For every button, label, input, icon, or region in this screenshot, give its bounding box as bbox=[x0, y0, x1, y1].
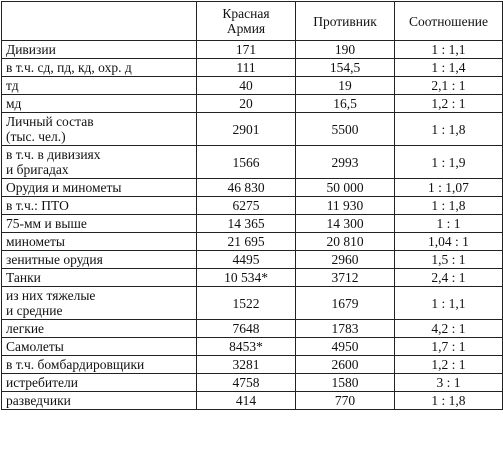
red-army-value: 20 bbox=[197, 95, 296, 113]
table-row bbox=[2, 113, 503, 146]
table-row bbox=[2, 41, 503, 59]
enemy-value: 5500 bbox=[296, 113, 395, 146]
header-cell-red-army: Красная Армия bbox=[197, 2, 296, 41]
enemy-value: 3712 bbox=[296, 269, 395, 287]
ratio-value: 1,5 : 1 bbox=[395, 251, 503, 269]
ratio-value: 1,7 : 1 bbox=[395, 338, 503, 356]
red-army-value: 1522 bbox=[197, 287, 296, 320]
table-row bbox=[2, 320, 503, 338]
ratio-value: 1 : 1,1 bbox=[395, 41, 503, 59]
enemy-value: 50 000 bbox=[296, 179, 395, 197]
ratio-value: 1,2 : 1 bbox=[395, 356, 503, 374]
red-army-value: 14 365 bbox=[197, 215, 296, 233]
enemy-value: 2600 bbox=[296, 356, 395, 374]
row-label: в т.ч.: ПТО bbox=[2, 197, 197, 215]
table-row bbox=[2, 95, 503, 113]
red-army-value: 21 695 bbox=[197, 233, 296, 251]
row-label: разведчики bbox=[2, 392, 197, 410]
header-cell-enemy: Противник bbox=[296, 2, 395, 41]
ratio-value: 4,2 : 1 bbox=[395, 320, 503, 338]
table-row bbox=[2, 356, 503, 374]
ratio-value: 1 : 1,9 bbox=[395, 146, 503, 179]
red-army-value: 4758 bbox=[197, 374, 296, 392]
row-label: зенитные орудия bbox=[2, 251, 197, 269]
row-label: 75-мм и выше bbox=[2, 215, 197, 233]
enemy-value: 2960 bbox=[296, 251, 395, 269]
row-label: минометы bbox=[2, 233, 197, 251]
enemy-value: 16,5 bbox=[296, 95, 395, 113]
ratio-value: 1 : 1,4 bbox=[395, 59, 503, 77]
enemy-value: 14 300 bbox=[296, 215, 395, 233]
table-row bbox=[2, 338, 503, 356]
forces-comparison-table bbox=[1, 1, 503, 410]
row-label: в т.ч. сд, пд, кд, охр. д bbox=[2, 59, 197, 77]
enemy-value: 19 bbox=[296, 77, 395, 95]
red-army-value: 414 bbox=[197, 392, 296, 410]
row-label: легкие bbox=[2, 320, 197, 338]
table-row bbox=[2, 287, 503, 320]
table-row bbox=[2, 233, 503, 251]
ratio-value: 1 : 1 bbox=[395, 215, 503, 233]
ratio-value: 1 : 1,8 bbox=[395, 113, 503, 146]
row-label: из них тяжелые и средние bbox=[2, 287, 197, 320]
enemy-value: 20 810 bbox=[296, 233, 395, 251]
table-row bbox=[2, 215, 503, 233]
red-army-value: 1566 bbox=[197, 146, 296, 179]
red-army-value: 3281 bbox=[197, 356, 296, 374]
row-label: в т.ч. бомбардировщики bbox=[2, 356, 197, 374]
table-row bbox=[2, 197, 503, 215]
enemy-value: 11 930 bbox=[296, 197, 395, 215]
red-army-value: 6275 bbox=[197, 197, 296, 215]
red-army-value: 4495 bbox=[197, 251, 296, 269]
enemy-value: 190 bbox=[296, 41, 395, 59]
table-row bbox=[2, 269, 503, 287]
row-label: Самолеты bbox=[2, 338, 197, 356]
red-army-value: 171 bbox=[197, 41, 296, 59]
enemy-value: 1783 bbox=[296, 320, 395, 338]
table-row bbox=[2, 374, 503, 392]
ratio-value: 1,2 : 1 bbox=[395, 95, 503, 113]
ratio-value: 1 : 1,07 bbox=[395, 179, 503, 197]
row-label: Орудия и минометы bbox=[2, 179, 197, 197]
table-row bbox=[2, 77, 503, 95]
ratio-value: 1,04 : 1 bbox=[395, 233, 503, 251]
row-label: Дивизии bbox=[2, 41, 197, 59]
table-row bbox=[2, 251, 503, 269]
row-label: в т.ч. в дивизиях и бригадах bbox=[2, 146, 197, 179]
red-army-value: 10 534* bbox=[197, 269, 296, 287]
red-army-value: 2901 bbox=[197, 113, 296, 146]
header-row bbox=[2, 2, 503, 41]
ratio-value: 3 : 1 bbox=[395, 374, 503, 392]
enemy-value: 1580 bbox=[296, 374, 395, 392]
red-army-value: 40 bbox=[197, 77, 296, 95]
enemy-value: 1679 bbox=[296, 287, 395, 320]
row-label: мд bbox=[2, 95, 197, 113]
row-label: Личный состав (тыс. чел.) bbox=[2, 113, 197, 146]
enemy-value: 154,5 bbox=[296, 59, 395, 77]
red-army-value: 46 830 bbox=[197, 179, 296, 197]
table-row bbox=[2, 59, 503, 77]
red-army-value: 7648 bbox=[197, 320, 296, 338]
enemy-value: 4950 bbox=[296, 338, 395, 356]
ratio-value: 2,4 : 1 bbox=[395, 269, 503, 287]
header-cell-category bbox=[2, 2, 197, 41]
table-body bbox=[2, 41, 503, 410]
ratio-value: 1 : 1,8 bbox=[395, 392, 503, 410]
table-row bbox=[2, 146, 503, 179]
row-label: Танки bbox=[2, 269, 197, 287]
red-army-value: 8453* bbox=[197, 338, 296, 356]
ratio-value: 1 : 1,1 bbox=[395, 287, 503, 320]
red-army-value: 111 bbox=[197, 59, 296, 77]
header-cell-ratio: Соотношение bbox=[395, 2, 503, 41]
enemy-value: 770 bbox=[296, 392, 395, 410]
table-row bbox=[2, 392, 503, 410]
ratio-value: 2,1 : 1 bbox=[395, 77, 503, 95]
row-label: тд bbox=[2, 77, 197, 95]
ratio-value: 1 : 1,8 bbox=[395, 197, 503, 215]
row-label: истребители bbox=[2, 374, 197, 392]
enemy-value: 2993 bbox=[296, 146, 395, 179]
table-row bbox=[2, 179, 503, 197]
